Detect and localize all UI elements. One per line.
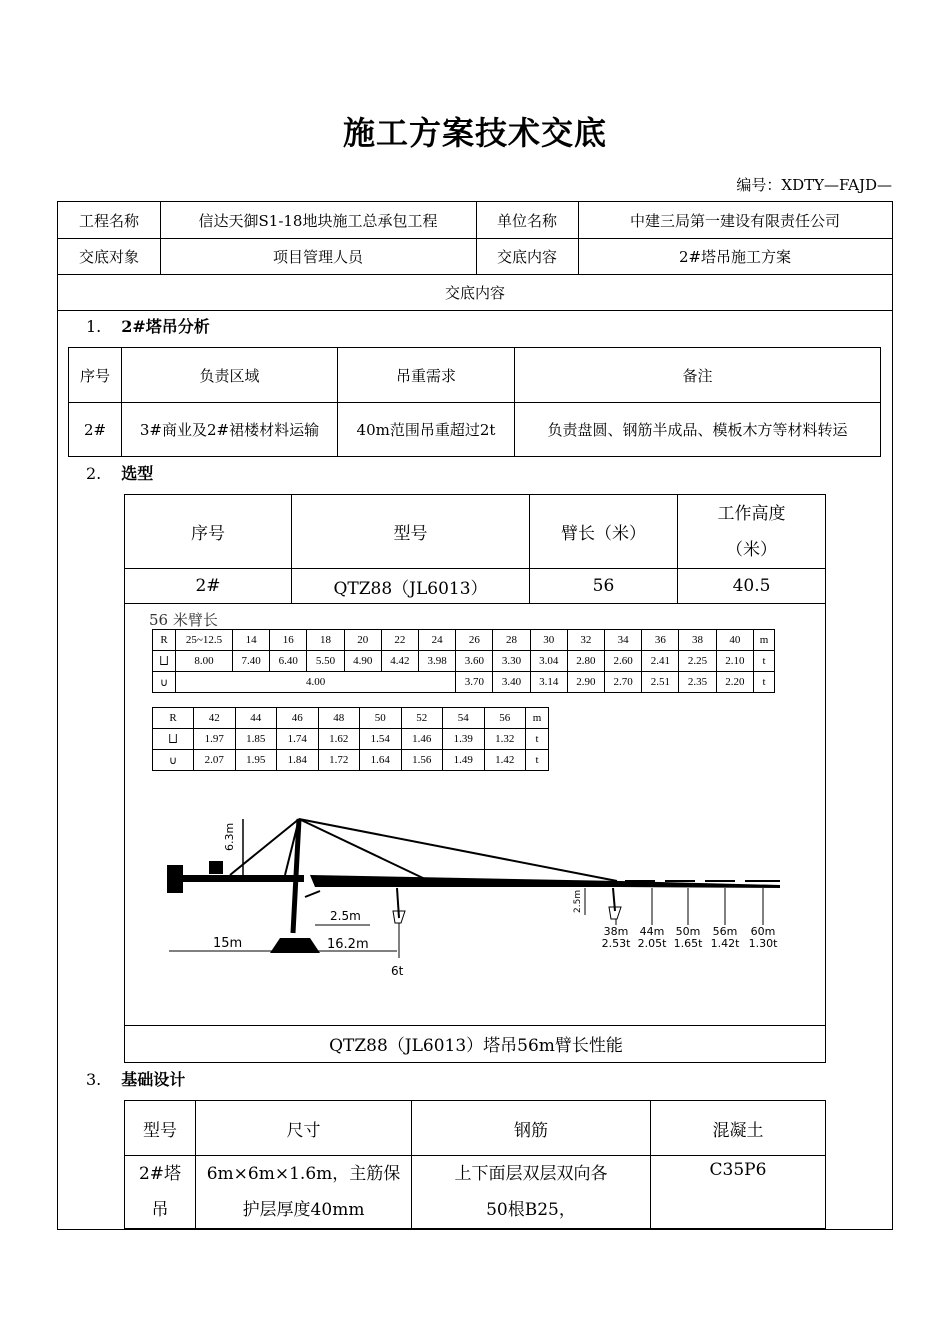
tie-line — [230, 819, 299, 875]
figure-caption: QTZ88（JL6013）塔吊56m臂长性能 — [329, 1036, 623, 1056]
load-cell: 2.60 — [605, 651, 642, 672]
radius-point-label: 44m — [639, 925, 665, 938]
radius-point-label: 56m — [712, 925, 738, 938]
load-cell: 1.42 — [484, 750, 526, 771]
unit-cell: m — [754, 630, 775, 651]
project-name-label: 工程名称 — [78, 211, 139, 230]
radius-cell: 46 — [277, 708, 319, 729]
radius-cell: 32 — [567, 630, 604, 651]
tie-line — [299, 819, 425, 879]
hook-icon — [393, 888, 405, 923]
radius-cell: 54 — [443, 708, 485, 729]
radius-label: R — [153, 630, 176, 651]
unit-name-label: 单位名称 — [496, 211, 557, 230]
radius-cell: 42 — [194, 708, 236, 729]
header-cell: 型号 — [292, 495, 530, 569]
height-label: 2.5m — [330, 909, 361, 923]
radius-cell: 30 — [530, 630, 567, 651]
table-cell: C35P6 — [651, 1156, 826, 1229]
crane-analysis-table — [68, 347, 881, 457]
table-cell: QTZ88（JL6013） — [292, 569, 530, 604]
load-cell: 4.42 — [381, 651, 418, 672]
hook-double-icon: ⨆ — [153, 729, 194, 750]
radius-point-load: 2.53t — [601, 937, 631, 950]
target-value: 项目管理人员 — [272, 247, 363, 266]
target-label: 交底对象 — [78, 247, 139, 266]
section-2-heading — [86, 461, 153, 484]
load-cell: 3.40 — [493, 672, 530, 693]
radius-point-label: 38m — [603, 925, 629, 938]
radius-cell: 50 — [360, 708, 402, 729]
height-label: 2.5m — [573, 889, 583, 913]
cell-line: 护层厚度40mm — [242, 1200, 365, 1220]
load-cell-merged: 4.00 — [176, 672, 456, 693]
unit-cell: t — [526, 750, 549, 771]
hook-single-icon: ∪ — [153, 750, 194, 771]
radius-cell: 26 — [456, 630, 493, 651]
content-label: 交底内容 — [496, 247, 557, 266]
section-number: 3. — [86, 1070, 102, 1089]
table-cell: 56 — [530, 569, 678, 604]
hook-double-icon: ⨆ — [153, 651, 176, 672]
radius-cell: 40 — [716, 630, 753, 651]
load-cell: 1.49 — [443, 750, 485, 771]
unit-cell: t — [754, 651, 775, 672]
counter-weight — [167, 865, 183, 893]
section-number: 2. — [86, 464, 102, 483]
table-cell: 2# — [69, 403, 122, 457]
radius-cell: 25~12.5 — [176, 630, 233, 651]
load-cell: 1.39 — [443, 729, 485, 750]
load-chart-heading: 56 米臂长 — [149, 611, 218, 629]
radius-point-label: 60m — [750, 925, 776, 938]
load-cell: 2.70 — [605, 672, 642, 693]
jib-tip — [620, 881, 780, 888]
tie-line — [299, 819, 617, 881]
load-cell: 7.40 — [233, 651, 270, 672]
load-cell: 1.56 — [401, 750, 443, 771]
header-cell: 钢筋 — [412, 1101, 651, 1156]
table-cell: 3#商业及2#裙楼材料运输 — [122, 403, 338, 457]
document-number: 编号：XDTY—FAJD— — [736, 176, 892, 194]
height-label: 6.3m — [223, 822, 236, 851]
header-cell: 吊重需求 — [338, 348, 515, 403]
load-cell: 2.07 — [194, 750, 236, 771]
unit-cell: t — [754, 672, 775, 693]
radius-cell: 48 — [318, 708, 360, 729]
header-cell: 混凝土 — [651, 1101, 826, 1156]
header-cell: 尺寸 — [196, 1101, 412, 1156]
radius-cell: 22 — [381, 630, 418, 651]
table-cell: 40.5 — [678, 569, 826, 604]
table-cell — [412, 1156, 651, 1229]
load-cell: 1.85 — [235, 729, 277, 750]
load-cell: 1.95 — [235, 750, 277, 771]
load-cell: 3.70 — [456, 672, 493, 693]
radius-cell: 18 — [307, 630, 344, 651]
load-cell: 1.64 — [360, 750, 402, 771]
unit-cell: t — [526, 729, 549, 750]
load-cell: 1.54 — [360, 729, 402, 750]
radius-cell: 34 — [605, 630, 642, 651]
crane-selection-table — [124, 494, 826, 604]
load-cell: 3.60 — [456, 651, 493, 672]
load-cell: 2.10 — [716, 651, 753, 672]
page-title: 施工方案技术交底 — [342, 114, 607, 152]
content-value: 2#塔吊施工方案 — [678, 247, 792, 266]
cell-line: 6m×6m×1.6m，主筋保 — [206, 1164, 401, 1184]
header-cell: 备注 — [515, 348, 881, 403]
cell-line: 上下面层双层双向各 — [454, 1164, 608, 1184]
hook-single-icon: ∪ — [153, 672, 176, 693]
load-cell: 1.32 — [484, 729, 526, 750]
load-cell: 1.72 — [318, 750, 360, 771]
radius-point-load: 1.65t — [673, 937, 703, 950]
load-cell: 1.62 — [318, 729, 360, 750]
radius-point-load: 1.30t — [748, 937, 778, 950]
header-cell: 型号 — [125, 1101, 196, 1156]
cell-line: 50根B25， — [486, 1200, 576, 1220]
table-cell: 40m范围吊重超过2t — [338, 403, 515, 457]
section-heading: 交底内容 — [444, 283, 505, 302]
load-cell: 3.30 — [493, 651, 530, 672]
table-cell: 负责盘圆、钢筋半成品、模板木方等材料转运 — [515, 403, 881, 457]
unit-name-value: 中建三局第一建设有限责任公司 — [629, 211, 840, 230]
radius-cell: 16 — [270, 630, 307, 651]
header-line: （米） — [726, 539, 777, 560]
header-cell: 序号 — [125, 495, 292, 569]
load-chart-figure — [124, 603, 826, 1063]
load-cell: 2.90 — [567, 672, 604, 693]
load-cell: 2.35 — [679, 672, 716, 693]
counter-jib — [169, 875, 304, 882]
header-cell: 臂长（米） — [530, 495, 678, 569]
load-cell: 2.25 — [679, 651, 716, 672]
tower-crane-diagram — [125, 793, 825, 993]
main-jib — [310, 875, 620, 887]
hook-icon — [609, 888, 621, 919]
radius-cell: 36 — [642, 630, 679, 651]
load-cell: 1.74 — [277, 729, 319, 750]
load-table-2 — [152, 707, 549, 771]
header-cell — [678, 495, 826, 569]
section-title: 选型 — [121, 464, 154, 483]
cell-line: 吊 — [151, 1200, 169, 1220]
load-cell: 5.50 — [307, 651, 344, 672]
section-title: 2#塔吊分析 — [121, 317, 210, 336]
radius-cell: 24 — [419, 630, 456, 651]
radius-cell: 56 — [484, 708, 526, 729]
header-line: 工作高度 — [717, 503, 786, 524]
foundation-table — [124, 1100, 826, 1229]
load-cell: 1.97 — [194, 729, 236, 750]
load-cell: 2.51 — [642, 672, 679, 693]
radius-point-load: 2.05t — [637, 937, 667, 950]
project-name-value: 信达天御S1-18地块施工总承包工程 — [198, 211, 438, 230]
unit-cell: m — [526, 708, 549, 729]
load-cell: 1.46 — [401, 729, 443, 750]
radius-cell: 52 — [401, 708, 443, 729]
load-cell: 3.04 — [530, 651, 567, 672]
distance-label: 16.2m — [327, 937, 369, 952]
section-1-heading — [86, 314, 210, 337]
load-label: 6t — [391, 964, 404, 978]
table-cell — [196, 1156, 412, 1229]
section-3-heading — [86, 1067, 185, 1090]
load-cell: 2.20 — [716, 672, 753, 693]
radius-cell: 20 — [344, 630, 381, 651]
radius-cell: 44 — [235, 708, 277, 729]
radius-label: R — [153, 708, 194, 729]
table-cell: 2# — [125, 569, 292, 604]
section-number: 1. — [86, 317, 102, 336]
header-cell: 序号 — [69, 348, 122, 403]
load-cell: 4.90 — [344, 651, 381, 672]
cell-line: 2#塔 — [138, 1164, 182, 1184]
radius-cell: 14 — [233, 630, 270, 651]
load-cell: 2.80 — [567, 651, 604, 672]
load-cell: 1.84 — [277, 750, 319, 771]
section-title: 基础设计 — [121, 1070, 186, 1089]
load-cell: 3.98 — [419, 651, 456, 672]
radius-point-load: 1.42t — [710, 937, 740, 950]
table-cell — [125, 1156, 196, 1229]
load-cell: 8.00 — [176, 651, 233, 672]
radius-cell: 28 — [493, 630, 530, 651]
load-cell: 6.40 — [270, 651, 307, 672]
header-cell: 负责区域 — [122, 348, 338, 403]
load-table-1 — [152, 629, 775, 693]
load-cell: 3.14 — [530, 672, 567, 693]
winch — [209, 861, 223, 874]
radius-cell: 38 — [679, 630, 716, 651]
load-cell: 2.41 — [642, 651, 679, 672]
radius-point-label: 50m — [675, 925, 701, 938]
distance-label: 15m — [213, 936, 243, 951]
